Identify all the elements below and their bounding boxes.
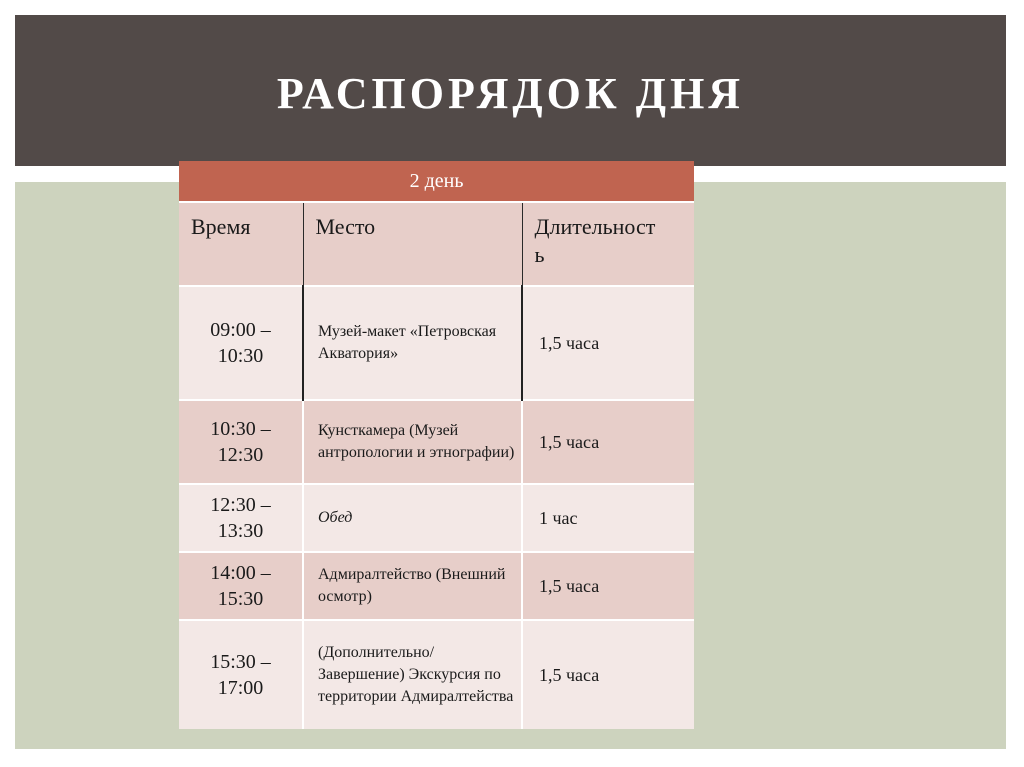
time-end: 13:30	[217, 520, 264, 542]
time-start: 15:30 –	[210, 651, 271, 673]
duration-cell: 1,5 часа	[522, 286, 694, 400]
header-time: Время	[179, 202, 303, 286]
place-cell: Обед	[303, 484, 522, 552]
time-end: 12:30	[217, 444, 264, 466]
time-cell	[179, 484, 303, 552]
table-row	[179, 552, 694, 620]
place-cell: (Дополнительно/Завершение) Экскурсия по территории Адмиралтейства	[303, 620, 522, 729]
title-bar	[15, 15, 1006, 166]
duration-cell: 1 час	[522, 484, 694, 552]
table-row	[179, 484, 694, 552]
place-cell: Музей-макет «Петровская Акватория»	[303, 286, 522, 400]
time-cell	[179, 286, 303, 400]
header-duration	[522, 202, 694, 286]
place-cell: Кунсткамера (Музей антропологии и этнографии)	[303, 400, 522, 484]
header-duration-line2: ь	[534, 242, 545, 267]
time-start: 10:30 –	[210, 418, 271, 440]
page-title: РАСПОРЯДОК ДНЯ	[276, 69, 745, 118]
time-start: 09:00 –	[210, 319, 271, 341]
duration-cell: 1,5 часа	[522, 620, 694, 729]
header-duration-line1: Длительност	[534, 214, 656, 239]
day-label: 2 день	[179, 161, 694, 202]
time-start: 12:30 –	[210, 494, 271, 516]
time-cell	[179, 620, 303, 729]
time-cell	[179, 552, 303, 620]
duration-cell: 1,5 часа	[522, 552, 694, 620]
duration-cell: 1,5 часа	[522, 400, 694, 484]
table-row	[179, 400, 694, 484]
place-cell: Адмиралтейство (Внешний осмотр)	[303, 552, 522, 620]
header-place: Место	[303, 202, 522, 286]
day-header-row	[179, 161, 694, 202]
schedule-table	[179, 161, 694, 729]
table-row	[179, 286, 694, 400]
time-end: 10:30	[217, 345, 264, 367]
time-end: 15:30	[217, 588, 264, 610]
column-header-row	[179, 202, 694, 286]
table-row	[179, 620, 694, 729]
time-end: 17:00	[217, 677, 264, 699]
time-start: 14:00 –	[210, 562, 271, 584]
time-cell	[179, 400, 303, 484]
